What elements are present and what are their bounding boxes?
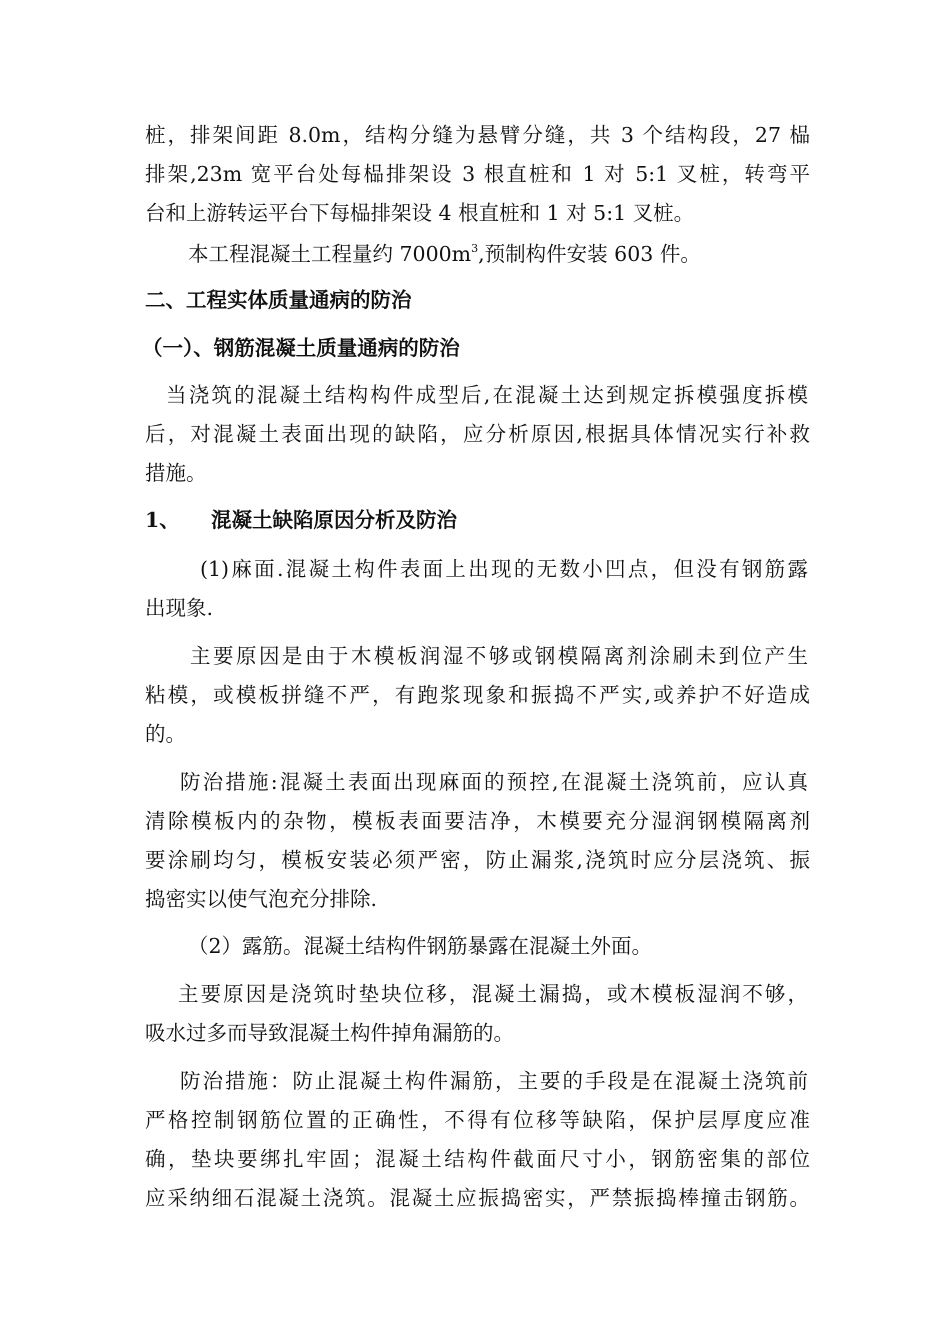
heading-item-1-number: 1、	[145, 508, 180, 532]
heading-item-1	[145, 506, 810, 534]
quantity-text-before: 本工程混凝土工程量约 7000m	[188, 242, 472, 266]
paragraph-pitting-def-line-2: 出现象.	[145, 596, 214, 620]
paragraph-intro-line-2: 排架,23m 宽平台处每榀排架设 3 根直桩和 1 对 5:1 叉桩，转弯平	[145, 162, 810, 186]
paragraph-intro-line-3: 台和上游转运平台下每榀排架设 4 根直桩和 1 对 5:1 叉桩。	[145, 201, 695, 225]
paragraph-exposed-measure-line-2: 严格控制钢筋位置的正确性，不得有位移等缺陷，保护层厚度应准	[145, 1108, 810, 1132]
heading-subsection-1: （一）、钢筋混凝土质量通病的防治	[142, 336, 460, 360]
heading-section-2: 二、工程实体质量通病的防治	[145, 288, 412, 312]
paragraph-exposed-def: （2）露筋。混凝土结构件钢筋暴露在混凝土外面。	[188, 934, 653, 958]
paragraph-intro-line-1: 桩，排架间距 8.0m，结构分缝为悬臂分缝，共 3 个结构段，27 榀	[145, 123, 810, 147]
paragraph-general-line-1: 当浇筑的混凝土结构构件成型后,在混凝土达到规定拆模强度拆模	[166, 383, 808, 407]
paragraph-exposed-measure-line-4: 应采纳细石混凝土浇筑。混凝土应振捣密实，严禁振捣棒撞击钢筋。	[145, 1186, 810, 1210]
paragraph-pitting-cause-line-2: 粘模，或模板拼缝不严，有跑浆现象和振捣不严实,或养护不好造成	[145, 683, 810, 707]
heading-item-1-text: 混凝土缺陷原因分析及防治	[211, 508, 457, 532]
paragraph-pitting-def-line-1: (1)麻面.混凝土构件表面上出现的无数小凹点，但没有钢筋露	[200, 557, 808, 581]
paragraph-exposed-measure-line-3: 确，垫块要绑扎牢固；混凝土结构件截面尺寸小，钢筋密集的部位	[145, 1147, 810, 1171]
paragraph-general-line-2: 后，对混凝土表面出现的缺陷，应分析原因,根据具体情况实行补救	[145, 422, 810, 446]
quantity-text-after: ,预制构件安装 603 件。	[478, 242, 701, 266]
paragraph-exposed-cause-line-1: 主要原因是浇筑时垫块位移，混凝土漏捣，或木模板湿润不够，	[178, 982, 808, 1006]
paragraph-quantity	[188, 235, 808, 268]
paragraph-exposed-measure-line-1: 防治措施：防止混凝土构件漏筋，主要的手段是在混凝土浇筑前	[180, 1069, 808, 1093]
paragraph-general-line-3: 措施。	[145, 461, 207, 485]
paragraph-pitting-measure-line-4: 捣密实以使气泡充分排除.	[145, 887, 378, 911]
paragraph-exposed-cause-line-2: 吸水过多而导致混凝土构件掉角漏筋的。	[145, 1021, 514, 1045]
paragraph-pitting-measure-line-3: 要涂刷均匀，模板安装必须严密，防止漏浆,浇筑时应分层浇筑、振	[145, 848, 810, 872]
paragraph-pitting-measure-line-2: 清除模板内的杂物，模板表面要洁净，木模要充分湿润钢模隔离剂	[145, 809, 810, 833]
paragraph-pitting-cause-line-3: 的。	[145, 722, 186, 746]
paragraph-pitting-cause-line-1: 主要原因是由于木模板润湿不够或钢模隔离剂涂刷未到位产生	[190, 644, 808, 668]
quantity-superscript: 3	[471, 242, 479, 255]
paragraph-pitting-measure-line-1: 防治措施:混凝土表面出现麻面的预控,在混凝土浇筑前，应认真	[180, 770, 808, 794]
